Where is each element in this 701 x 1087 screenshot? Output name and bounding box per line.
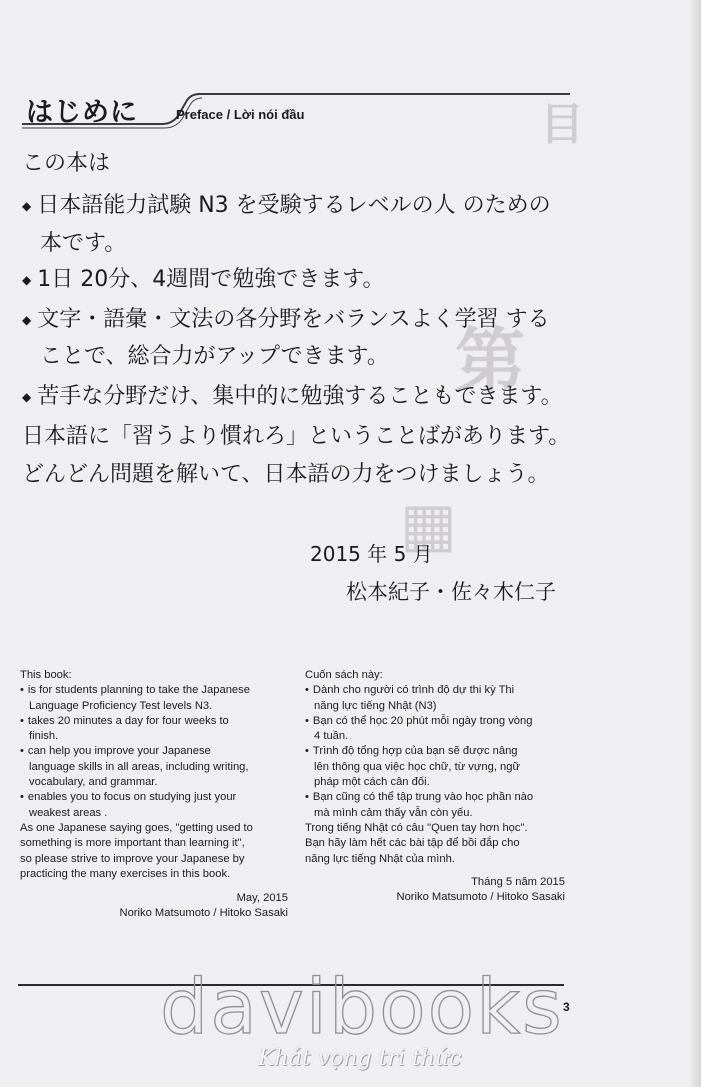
saying-line: 日本語に「習うより慣れろ」ということばがあります。 (22, 424, 571, 449)
page-title: はじめに (26, 97, 138, 128)
bullet-continuation: 本です。 (40, 231, 127, 256)
bullet-item (22, 266, 384, 294)
column-line: • enables you to focus on studying just your (20, 790, 288, 805)
bullet-continuation: ことで、総合力がアップできます。 (40, 344, 389, 369)
english-column (20, 668, 288, 922)
bleed-through-decoration: 目 (540, 99, 584, 150)
page-subtitle: Preface / Lời nói đầu (176, 107, 305, 122)
column-line: • takes 20 minutes a day for four weeks to (20, 714, 288, 729)
diamond-bullet-icon: ◆ (22, 390, 32, 404)
vietnamese-authors: Noriko Matsumoto / Hitoko Sasaki (396, 891, 565, 904)
column-line: • Bạn cũng có thể tập trung vào học phần nào (305, 790, 565, 805)
column-line: language skills in all areas, including writing, (29, 760, 249, 773)
vietnamese-lines (305, 683, 565, 867)
column-line: Trong tiếng Nhật có câu "Quen tay hơn học". (305, 821, 528, 834)
bleed-through-decoration: 第 (455, 320, 525, 402)
watermark-logo: davibooks (160, 962, 564, 1051)
bullet-item (22, 306, 550, 334)
column-line: finish. (29, 730, 59, 743)
saying-line: どんどん問題を解いて、日本語の力をつけましょう。 (22, 462, 550, 487)
column-line: so please strive to improve your Japanese by (20, 852, 245, 865)
column-line: mà mình cảm thấy vẫn còn yếu. (314, 806, 473, 819)
column-line: • Dành cho người có trình độ dự thi kỳ Thi (305, 683, 565, 698)
column-line: Language Proficiency Test levels N3. (29, 699, 213, 712)
diamond-bullet-icon: ◆ (22, 273, 32, 287)
column-line: something is more important than learning it", (20, 837, 245, 850)
column-line: năng lực tiếng Nhật (N3) (314, 699, 437, 712)
column-line: vocabulary, and grammar. (29, 776, 158, 789)
column-line: năng lực tiếng Nhật của mình. (305, 852, 455, 865)
column-line: • Trình độ tổng hợp của bạn sẽ được nâng (305, 744, 565, 759)
bullet-text: 1日 20分、4週間で勉強できます。 (37, 267, 385, 292)
bullet-text: 苦手な分野だけ、集中的に勉強することもできます。 (37, 384, 563, 409)
bullet-item (22, 192, 551, 220)
column-line: • can help you improve your Japanese (20, 744, 288, 759)
column-line: 4 tuần. (314, 730, 349, 743)
english-authors: Noriko Matsumoto / Hitoko Sasaki (119, 907, 288, 920)
date-jp: 2015 年 5 月 (310, 542, 433, 566)
column-line: • is for students planning to take the Japanese (20, 683, 288, 698)
bullet-item (22, 383, 563, 411)
bullet-text: 文字・語彙・文法の各分野をバランスよく学習 する (37, 307, 550, 332)
bullet-text: 日本語能力試験 N3 を受験するレベルの人 のための (37, 193, 551, 218)
diamond-bullet-icon: ◆ (22, 313, 32, 327)
column-line: weakest areas . (29, 806, 108, 819)
english-heading: This book: (20, 669, 72, 681)
diamond-bullet-icon: ◆ (22, 199, 32, 213)
vietnamese-date: Tháng 5 năm 2015 (471, 875, 565, 888)
page-number: 3 (563, 1000, 570, 1014)
vietnamese-column (305, 668, 565, 905)
authors-jp: 松本紀子・佐々木仁子 (346, 580, 556, 604)
column-line: lên thông qua việc học chữ, từ vựng, ngữ (314, 760, 520, 773)
column-line: As one Japanese saying goes, "getting used to (20, 821, 253, 834)
intro-text: この本は (22, 151, 111, 176)
english-date: May, 2015 (236, 892, 288, 905)
vietnamese-heading: Cuốn sách này: (305, 669, 383, 681)
column-line: Bạn hãy làm hết các bài tập để bồi đắp cho (305, 837, 520, 850)
column-line: practicing the many exercises in this book. (20, 867, 231, 880)
column-line: pháp một cách cân đối. (314, 776, 430, 789)
bleed-through-decoration: ▦ (400, 490, 457, 560)
column-line: • Bạn có thể học 20 phút mỗi ngày trong vòng (305, 714, 565, 729)
english-lines (20, 683, 288, 882)
watermark-tagline: Khát vọng tri thức (258, 1046, 462, 1071)
